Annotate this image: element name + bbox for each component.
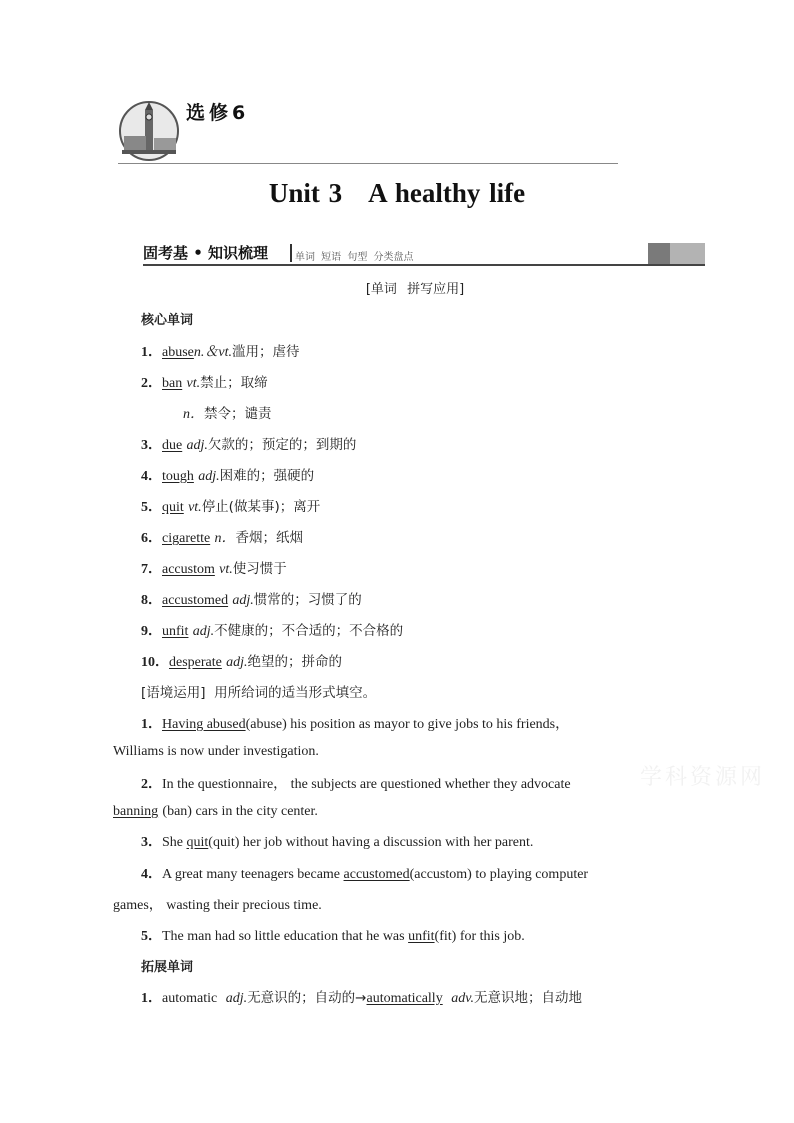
core-words-heading: 核心单词	[141, 313, 194, 328]
unit-title	[0, 178, 794, 209]
context-practice-instruction: [语境运用] 用所给词的适当形式填空。	[141, 685, 377, 701]
answer-blank: banning	[113, 804, 159, 819]
section-block-light	[670, 243, 705, 264]
answer-blank: quit	[186, 835, 209, 850]
list-item: 4．tough adj.困难的；强硬的	[141, 468, 315, 484]
list-item: 2．ban vt.禁止；取缔	[141, 375, 268, 391]
exercise-continuation: games， wasting their precious time.	[113, 898, 322, 913]
bracket-title: [单词 拼写应用]	[365, 282, 465, 297]
answer-blank: automatically	[366, 991, 443, 1006]
list-item: 10．desperate adj.绝望的；拼命的	[141, 654, 343, 670]
section-divider	[290, 244, 292, 262]
unit-name: A healthy life	[368, 178, 526, 208]
book-label: 选修6	[186, 102, 250, 124]
list-item: n．禁令；谴责	[183, 406, 272, 422]
section-subtitle: 单词 短语 句型 分类盘点	[295, 252, 414, 263]
header-divider	[118, 163, 618, 164]
section-bar	[143, 242, 705, 266]
answer-blank: unfit	[408, 929, 435, 944]
context-practice-label: [语境运用]	[141, 685, 206, 701]
list-item: 8．accustomed adj.惯常的；习惯了的	[141, 592, 362, 608]
list-item: 1．automatic adj.无意识的；自动的→automatically adv.无意识地；自动地	[141, 990, 582, 1006]
exercise-continuation: Williams is now under investigation.	[113, 744, 319, 759]
section-underline	[143, 264, 705, 266]
big-ben-emblem-icon	[118, 100, 180, 162]
unit-number: Unit 3	[268, 178, 343, 208]
extended-words-heading: 拓展单词	[141, 960, 194, 975]
list-item: 3．due adj.欠款的；预定的；到期的	[141, 437, 357, 453]
exercise-item: 3．She quit(quit) her job without having a discussion with her parent.	[141, 835, 534, 850]
exercise-item: 4．A great many teenagers became accustomed(accustom) to playing computer	[141, 867, 589, 882]
list-item: 1．abusen.＆vt.滥用；虐待	[141, 344, 300, 360]
watermark: 学科资源网	[640, 765, 766, 790]
section-title: 固考基 • 知识梳理	[143, 244, 269, 262]
list-item: 9．unfit adj.不健康的；不合适的；不合格的	[141, 623, 404, 639]
answer-blank: Having abused	[162, 717, 246, 732]
exercise-item: 2．In the questionnaire， the subjects are questioned whether they advocate	[141, 777, 571, 792]
list-item: 7．accustom vt.使习惯于	[141, 561, 287, 577]
exercise-item: 1．Having abused(abuse) his position as mayor to give jobs to his friends，	[141, 717, 570, 732]
exercise-item: 5．The man had so little education that he was unfit(fit) for this job.	[141, 929, 525, 944]
list-item: 5．quit vt.停止(做某事)；离开	[141, 499, 321, 515]
answer-blank: accustomed	[343, 867, 410, 882]
section-block-dark	[648, 243, 670, 264]
exercise-continuation: banning (ban) cars in the city center.	[113, 804, 318, 819]
list-item: 6．cigarette n．香烟；纸烟	[141, 530, 303, 546]
